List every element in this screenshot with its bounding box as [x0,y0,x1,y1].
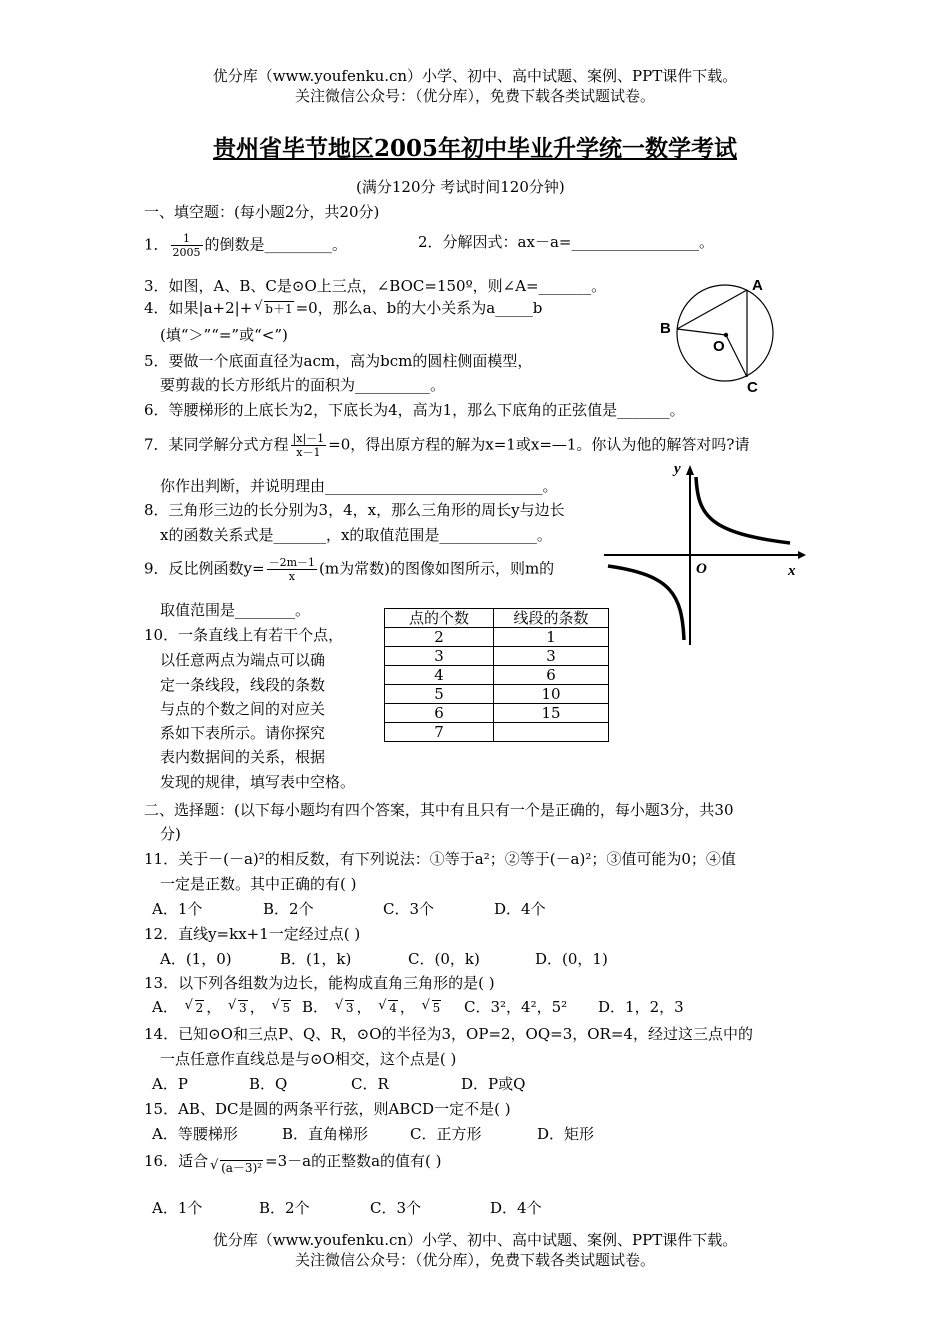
question-10-line-7: 发现的规律，填写表中空格。 [160,773,356,791]
question-6: 6．等腰梯形的上底长为2，下底长为4，高为1，那么下底角的正弦值是_______。 [144,401,685,419]
q7-fraction [291,432,327,459]
q12-option-a[interactable]: A．(1，0) [160,950,232,968]
question-10-line-6: 表内数据间的关系，根据 [160,748,326,766]
q1-prefix: 1． [144,235,169,254]
q7-numerator: |x|－1 [292,432,325,445]
q11-option-c[interactable]: C．3个 [383,900,435,918]
q9-prefix: 9．反比例函数y= [144,559,265,578]
q13-b-root-1 [335,998,355,1018]
q16-option-b[interactable]: B．2个 [259,1199,310,1217]
x-axis-arrow [798,551,806,559]
radicand: 3 [345,1001,354,1015]
q14-option-d[interactable]: D．P或Q [461,1075,526,1093]
q11-option-a[interactable]: A．1个 [152,900,203,918]
q16-radicand: (a－3)² [221,1161,263,1175]
segment-oc [726,335,747,377]
table-cell: 3 [494,647,609,666]
q11-option-d[interactable]: D．4个 [494,900,546,918]
table-header-cell: 线段的条数 [494,609,609,628]
y-axis-arrow [686,465,694,475]
radicand: 3 [239,1001,247,1015]
q13-b-root-2 [378,998,398,1018]
y-axis-label: y [674,461,681,477]
q14-option-a[interactable]: A．P [152,1075,188,1093]
q4-suffix: =0，那么a、b的大小关系为a_____b [295,299,543,317]
q16-option-d[interactable]: D．4个 [490,1199,542,1217]
q11-option-b[interactable]: B．2个 [263,900,314,918]
radicand: 5 [282,1001,291,1015]
q9-denominator: x [288,570,295,583]
section-1-heading: 一、填空题：(每小题2分，共20分) [144,203,380,221]
question-11-line-2: 一定是正数。其中正确的有( ) [160,875,357,893]
section-2-heading-cont: 分) [160,825,181,843]
q13-b-root-3 [422,998,442,1018]
q12-option-d[interactable]: D．(0，1) [535,950,608,968]
table-cell: 4 [385,666,494,685]
q7-denominator: x－1 [296,446,321,459]
radicand: 5 [432,1001,441,1015]
q12-option-c[interactable]: C．(0，k) [408,950,480,968]
q1-numerator: 1 [171,232,203,246]
q15-option-b[interactable]: B．直角梯形 [282,1125,369,1143]
subtitle: (满分120分 考试时间120分钟) [356,178,565,196]
q13-option-a[interactable]: A． √ 2 ， √ 3 ， √ 5 [152,997,293,1018]
question-15: 15．AB、DC是圆的两条平行弦，则ABCD一定不是( ) [144,1100,511,1118]
q1-fraction [171,232,203,259]
radicand: 2 [195,1001,204,1015]
label-c: C [747,379,758,396]
q13-a-root-2 [228,998,248,1018]
question-14-line-1: 14．已知⊙O和三点P、Q、R，⊙O的半径为3，OP=2，OQ=3，OR=4，经过这三点中的 [144,1025,753,1043]
q9-numerator: －2m－1 [268,556,316,569]
question-8-line-2: x的函数关系式是_______，x的取值范围是_____________。 [160,526,552,544]
table-cell: 7 [385,723,494,742]
q16-suffix: =3－a的正整数a的值有( ) [265,1152,442,1170]
table-row [385,704,609,723]
question-16 [144,1151,442,1178]
q13-option-b[interactable]: B． √ 3 ， √ 4 ， √ 5 [302,997,443,1018]
question-11-line-1: 11．关于－(－a)²的相反数，有下列说法：①等于a²；②等于(－a)²；③值可能为0；④值 [144,850,736,868]
question-9 [144,556,554,583]
table-cell: 6 [385,704,494,723]
question-12: 12．直线y=kx+1一定经过点( ) [144,925,361,943]
header-line-1: 优分库（www.youfenku.cn）小学、初中、高中试题、案例、PPT课件下载。 [212,67,738,85]
q15-option-a[interactable]: A．等腰梯形 [152,1125,238,1143]
center-point [724,333,728,337]
question-5-line-1: 5．要做一个底面直径为acm，高为bcm的圆柱侧面模型， [144,352,533,370]
points-segments-table [384,608,609,742]
q13-a-root-3 [271,998,291,1018]
table-header-row [385,609,609,628]
x-axis-label: x [788,563,796,579]
table-cell: 2 [385,628,494,647]
q13-a-root-1 [185,998,205,1018]
q7-suffix: =0，得出原方程的解为x=1或x=—1。你认为他的解答对吗?请 [328,435,750,454]
q13-b-label: B． [302,998,329,1016]
hyperbola-branch-1 [696,477,790,543]
q4-radical [254,299,293,319]
hyperbola-graph [600,455,810,650]
footer-line-1: 优分库（www.youfenku.cn）小学、初中、高中试题、案例、PPT课件下载。 [212,1231,738,1249]
radicand: 4 [389,1001,397,1015]
table-cell: 1 [494,628,609,647]
q12-option-b[interactable]: B．(1，k) [280,950,352,968]
question-13: 13．以下列各组数为边长，能构成直角三角形的是( ) [144,974,495,992]
page-title: 贵州省毕节地区2005年初中毕业升学统一数学考试 [212,135,737,162]
table-cell-blank[interactable] [494,723,609,742]
table-cell: 15 [494,704,609,723]
q4-prefix: 4．如果|a+2|+ [144,299,253,317]
q16-option-c[interactable]: C．3个 [370,1199,422,1217]
q14-option-b[interactable]: B．Q [249,1075,288,1093]
question-10-line-2: 以任意两点为端点可以确 [160,651,326,669]
hyperbola-branch-2 [608,566,684,640]
q15-option-c[interactable]: C．正方形 [410,1125,482,1143]
table-row [385,647,609,666]
q13-option-d[interactable]: D．1，2，3 [598,998,684,1016]
table-row [385,723,609,742]
question-4-note: (填“＞”“=”或“<”) [160,326,288,344]
label-o: O [713,338,725,355]
question-5-line-2: 要剪裁的长方形纸片的面积为__________。 [160,376,446,394]
question-8-line-1: 8．三角形三边的长分别为3，4，x，那么三角形的周长y与边长 [144,501,565,519]
origin-label: O [696,561,707,577]
table-cell: 5 [385,685,494,704]
q9-suffix: (m为常数)的图像如图所示，则m的 [319,559,555,578]
question-10-line-5: 系如下表所示。请你探究 [160,724,326,742]
question-10-line-4: 与点的个数之间的对应关 [160,700,326,718]
table-row [385,666,609,685]
table-cell: 10 [494,685,609,704]
circle-o [677,285,773,381]
question-10-line-3: 定一条线段，线段的条数 [160,676,326,694]
q1-denominator: 2005 [172,246,201,259]
question-10-line-1: 10．一条直线上有若干个点， [144,626,344,644]
question-14-line-2: 一点任意作直线总是与⊙O相交，这个点是( ) [160,1050,457,1068]
footer-line-2: 关注微信公众号：（优分库），免费下载各类试题试卷。 [294,1251,655,1269]
q1-suffix: 的倒数是_________。 [204,235,348,254]
q4-radicand: b＋1 [265,302,293,316]
circle-figure [655,275,785,397]
q14-option-c[interactable]: C．R [351,1075,389,1093]
table-row [385,685,609,704]
table-cell: 3 [385,647,494,666]
question-1 [144,232,347,259]
segment-ba [677,290,747,329]
q13-a-label: A． [152,998,178,1016]
q13-option-c[interactable]: C．3²，4²，5² [464,998,568,1016]
label-a: A [752,277,763,294]
q16-prefix: 16．适合 [144,1152,209,1170]
header-line-2: 关注微信公众号：（优分库），免费下载各类试题试卷。 [294,87,655,105]
section-2-heading: 二、选择题：(以下每小题均有四个答案，其中有且只有一个是正确的，每小题3分，共30 [144,801,734,819]
label-b: B [660,320,671,337]
q15-option-d[interactable]: D．矩形 [537,1125,595,1143]
question-7-line-2: 你作出判断，并说明理由_____________________________。 [160,477,558,495]
q7-prefix: 7．某同学解分式方程 [144,435,289,454]
q16-option-a[interactable]: A．1个 [152,1199,203,1217]
question-4 [144,298,542,319]
question-3: 3．如图，A、B、C是⊙O上三点，∠BOC=150º，则∠A=_______。 [144,277,607,295]
q9-fraction [267,556,317,583]
question-9-line-2: 取值范围是________。 [160,601,311,619]
q16-radical [210,1158,263,1178]
question-2: 2．分解因式：ax－a=_________________。 [418,233,714,251]
table-header-cell: 点的个数 [385,609,494,628]
table-row [385,628,609,647]
segment-bo [677,329,726,335]
table-cell: 6 [494,666,609,685]
